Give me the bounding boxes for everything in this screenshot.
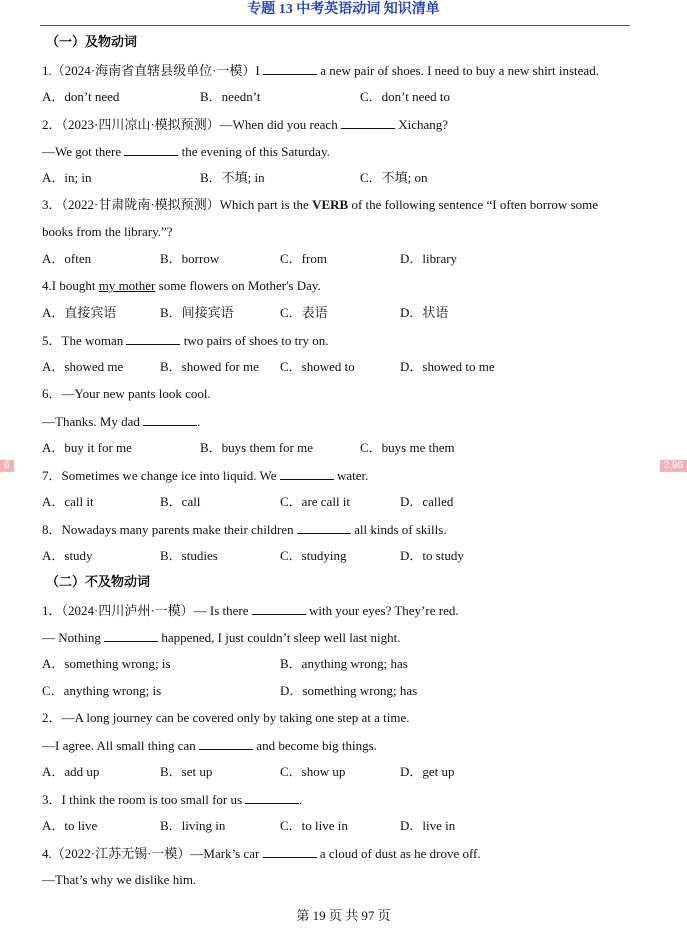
option-b: B．borrow <box>160 251 220 266</box>
answer-blank <box>124 141 178 156</box>
option-d: D．get up <box>400 764 455 779</box>
question-6-stem: 6．—Your new pants look cool. <box>42 386 211 401</box>
question-8-options <box>42 546 642 566</box>
question-6-options <box>42 438 642 458</box>
answer-blank <box>263 60 317 75</box>
question-1-stem <box>42 60 599 80</box>
option-d: D．something wrong; has <box>280 683 418 698</box>
question-3-line2: books from the library.”? <box>42 224 173 239</box>
option-c: C．showed to <box>280 359 355 374</box>
question-text: 2．（2023·四川凉山·模拟预测）—When did you reach <box>42 117 341 132</box>
part2-question-1-line2 <box>42 627 401 647</box>
question-text: . <box>299 792 303 807</box>
question-text: 3．I think the room is too small for us <box>42 792 246 807</box>
option-d: D．to study <box>400 548 464 563</box>
question-text: a new pair of shoes. I need to buy a new shirt instead. <box>317 63 599 78</box>
question-text: —I agree. All small thing can <box>42 738 200 753</box>
question-text: two pairs of shoes to try on. <box>180 333 329 348</box>
option-d: D．showed to me <box>400 359 495 374</box>
option-a: A．don’t need <box>42 89 120 104</box>
page-number: 第 19 页 共 97 页 <box>296 908 391 923</box>
answer-blank <box>199 735 253 750</box>
option-d: D．called <box>400 494 454 509</box>
section-heading-intransitive: （二）不及物动词 <box>46 575 151 590</box>
question-text: happened, I just couldn’t sleep well last night. <box>158 630 401 645</box>
part2-question-1-stem <box>42 600 459 620</box>
question-text: 1．（2024·四川泸州·一模）— Is there <box>42 603 252 618</box>
question-text: 8．Nowadays many parents make their children <box>42 522 297 537</box>
option-d: D．library <box>400 251 458 266</box>
option-b: B．showed for me <box>160 359 259 374</box>
option-a: A．in; in <box>42 170 92 185</box>
question-text: with your eyes? They’re red. <box>305 603 459 618</box>
option-a: A．add up <box>42 764 100 779</box>
option-b: B．needn’t <box>200 89 261 104</box>
answer-blank <box>263 843 317 858</box>
question-4-options <box>42 303 642 323</box>
answer-blank <box>297 519 351 534</box>
option-c: C．to live in <box>280 818 348 833</box>
question-text: water. <box>333 468 369 483</box>
question-text: —Thanks. My dad <box>42 414 144 429</box>
part2-question-1-options-row2 <box>42 681 642 701</box>
answer-blank <box>126 330 180 345</box>
question-3-options <box>42 249 642 269</box>
option-a: A．to live <box>42 818 98 833</box>
part2-question-3-stem <box>42 789 303 809</box>
option-a: A．study <box>42 548 93 563</box>
question-5-stem <box>42 330 329 350</box>
question-text: and become big things. <box>253 738 377 753</box>
question-1-options <box>42 87 642 107</box>
answer-blank <box>280 465 334 480</box>
page-title: 专题 13 中考英语动词 知识清单 <box>247 2 440 17</box>
underlined-phrase: my mother <box>98 278 156 293</box>
question-8-stem <box>42 519 447 539</box>
section-heading-transitive: （一）及物动词 <box>46 35 138 50</box>
answer-blank <box>245 789 299 804</box>
question-text: 7．Sometimes we change ice into liquid. We <box>42 468 280 483</box>
part2-question-1-options-row1 <box>42 654 642 674</box>
question-text: — Nothing <box>42 630 105 645</box>
question-2-stem <box>42 114 448 134</box>
option-b: B．set up <box>160 764 213 779</box>
question-text: the evening of this Saturday. <box>178 144 330 159</box>
question-text: a cloud of dust as he drove off. <box>316 846 481 861</box>
option-c: C．from <box>280 251 327 266</box>
question-text: some flowers on Mother's Day. <box>155 278 321 293</box>
part2-question-2-options <box>42 762 642 782</box>
option-c: C．show up <box>280 764 346 779</box>
answer-blank <box>341 114 395 129</box>
question-2-line2 <box>42 141 330 161</box>
part2-question-3-options <box>42 816 642 836</box>
answer-blank <box>252 600 306 615</box>
option-a: A．often <box>42 251 92 266</box>
question-7-options <box>42 492 642 512</box>
option-c: C．不填; on <box>360 170 428 185</box>
answer-blank <box>143 411 197 426</box>
emphasis-word: VERB <box>312 197 349 212</box>
option-d: D．live in <box>400 818 456 833</box>
part2-question-4-stem <box>42 843 481 863</box>
part2-question-4-line2: —That’s why we dislike him. <box>42 872 197 887</box>
option-c: C．buys me them <box>360 440 455 455</box>
option-d: D．状语 <box>400 305 449 320</box>
option-a: A．buy it for me <box>42 440 132 455</box>
option-a: A．直接宾语 <box>42 305 117 320</box>
question-text: all kinds of skills. <box>350 522 447 537</box>
option-b: B．call <box>160 494 201 509</box>
option-c: C．anything wrong; is <box>42 683 162 698</box>
option-b: B．buys them for me <box>200 440 314 455</box>
option-c: C．表语 <box>280 305 328 320</box>
part2-question-2-line2 <box>42 735 377 755</box>
side-marker-right: 2.96 <box>660 460 687 472</box>
question-text: 3．（2022·甘肃陇南·模拟预测）Which part is the <box>42 197 313 212</box>
option-a: A．something wrong; is <box>42 656 171 671</box>
question-text: of the following sentence “I often borrow some <box>348 197 599 212</box>
option-a: A．call it <box>42 494 94 509</box>
question-text: 1.（2024·海南省直辖县级单位·一模）I <box>42 63 263 78</box>
option-a: A．showed me <box>42 359 124 374</box>
question-text: . <box>197 414 201 429</box>
option-b: B．间接宾语 <box>160 305 234 320</box>
header-divider <box>40 25 630 26</box>
question-2-options <box>42 168 642 188</box>
question-3-stem <box>42 195 598 215</box>
part2-question-2-stem: 2．—A long journey can be covered only by taking one step at a time. <box>42 710 410 725</box>
option-b: B．studies <box>160 548 218 563</box>
option-b: B．anything wrong; has <box>280 656 408 671</box>
question-text: Xichang? <box>394 117 449 132</box>
question-7-stem <box>42 465 368 485</box>
question-5-options <box>42 357 642 377</box>
side-marker-left: 6 <box>0 460 14 472</box>
option-c: C．are call it <box>280 494 351 509</box>
answer-blank <box>104 627 158 642</box>
option-b: B．不填; in <box>200 170 265 185</box>
question-text: 5．The woman <box>42 333 127 348</box>
question-text: —We got there <box>42 144 125 159</box>
option-c: C．studying <box>280 548 347 563</box>
question-text: 4.I bought <box>42 278 99 293</box>
question-4-stem <box>42 276 321 296</box>
question-6-line2 <box>42 411 200 431</box>
option-b: B．living in <box>160 818 226 833</box>
question-text: 4.（2022·江苏无锡·一模）—Mark’s car <box>42 846 263 861</box>
option-c: C．don’t need to <box>360 89 451 104</box>
